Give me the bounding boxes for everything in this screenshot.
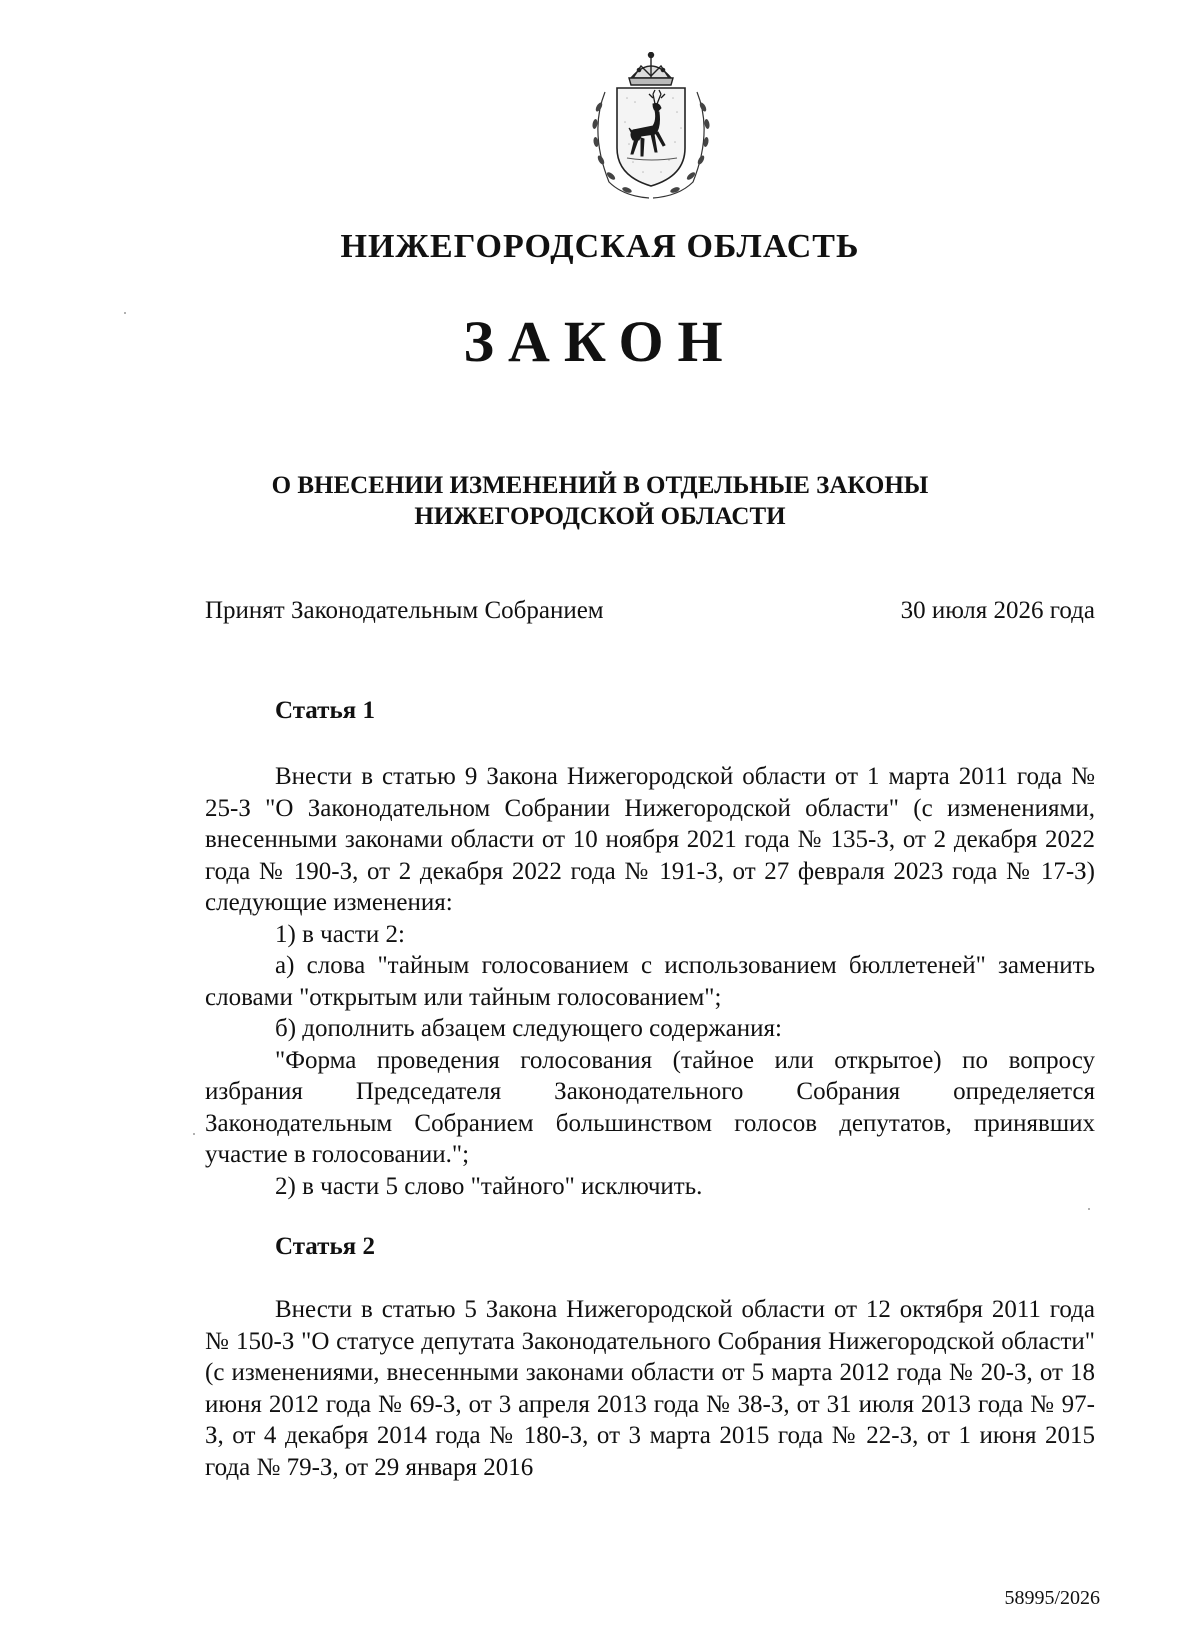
article-1-paragraph: б) дополнить абзацем следующего содержания: — [275, 1015, 782, 1042]
article-1-body — [205, 761, 1095, 1202]
law-subject-line-1: О ВНЕСЕНИИ ИЗМЕНЕНИЙ В ОТДЕЛЬНЫЕ ЗАКОНЫ — [271, 472, 929, 499]
article-1-paragraph: "Форма проведения голосования (тайное или открытое) по вопросу избрания Председателя Законодательного Собрания определяется Законодательным Собранием большинством голосов депутатов, принявших участие в голосовании."; — [205, 1046, 1095, 1168]
law-subject-line-2: НИЖЕГОРОДСКОЙ ОБЛАСТИ — [414, 503, 786, 530]
adoption-date: 30 июля 2026 года — [900, 597, 1095, 624]
article-1-heading: Статья 1 — [275, 697, 375, 724]
article-1-paragraph: Внести в статью 9 Закона Нижегородской области от 1 марта 2011 года № 25-З "О Законодательном Собрании Нижегородской области" (с изменениями, внесенными законами области от 10 ноября 2021 года № 135-З, от 2 декабря 2022 года № 190-З, от 2 декабря 2022 года № 191-З, от 27 февраля 2023 года № 17-З) следующие изменения: — [205, 763, 1095, 916]
article-2-body — [205, 1294, 1095, 1483]
scan-speck — [124, 312, 126, 314]
law-title: ЗАКОН — [463, 309, 737, 374]
coat-of-arms-emblem — [583, 52, 719, 202]
adoption-line — [205, 597, 1095, 625]
scan-speck — [1088, 1208, 1090, 1210]
region-title: НИЖЕГОРОДСКАЯ ОБЛАСТЬ — [340, 228, 860, 265]
article-2-heading: Статья 2 — [275, 1233, 375, 1260]
adopted-by: Принят Законодательным Собранием — [205, 597, 604, 624]
article-1-paragraph: 1) в части 2: — [275, 920, 405, 948]
scan-speck — [193, 1133, 195, 1135]
article-1-paragraph: а) слова "тайным голосованием с использованием бюллетеней" заменить словами "открытым или тайным голосованием"; — [205, 952, 1095, 1011]
article-2-paragraph: Внести в статью 5 Закона Нижегородской области от 12 октября 2011 года № 150-З "О статусе депутата Законодательного Собрания Нижегородской области" (с изменениями, внесенными законами области от 5 марта 2012 года № 20-З, от 18 июня 2012 года № 69-З, от 3 апреля 2013 года № 38-З, от 31 июля 2013 года № 97-З, от 4 декабря 2014 года № 180-З, от 3 марта 2015 года № 22-З, от 1 июня 2015 года № 79-З, от 29 января 2016 — [205, 1296, 1095, 1481]
article-1-paragraph: 2) в части 5 слово "тайного" исключить. — [275, 1172, 703, 1200]
document-number: 58995/2026 — [1004, 1587, 1100, 1609]
law-subject — [0, 470, 1200, 532]
